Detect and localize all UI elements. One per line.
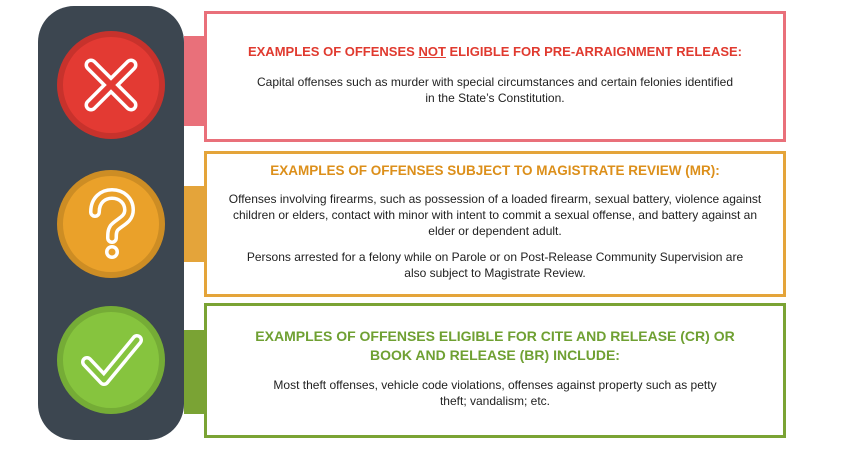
amber-lamp xyxy=(57,170,165,278)
magistrate-review-body-1: Offenses involving firearms, such as possession of a loaded firearm, sexual battery, violence against children or elders, contact with minor with intent to commit a sexual offense, and battery against an elder or dependent adult. xyxy=(228,192,762,238)
not-eligible-body: Capital offenses such as murder with special circumstances and certain felonies identified in the State’s Constitution. xyxy=(256,75,734,105)
heading-part: EXAMPLES OF OFFENSES xyxy=(247,44,419,59)
red-connector xyxy=(184,36,204,126)
check-mark-icon xyxy=(57,306,165,414)
traffic-light xyxy=(38,6,184,440)
red-lamp xyxy=(57,31,165,139)
not-eligible-heading xyxy=(207,43,783,60)
amber-connector xyxy=(184,186,204,262)
question-mark-icon xyxy=(57,170,165,278)
green-connector xyxy=(184,330,204,414)
eligible-panel xyxy=(204,303,786,438)
eligible-body: Most theft offenses, vehicle code violations, offenses against property such as petty theft; vandalism; etc. xyxy=(273,378,717,408)
not-eligible-panel xyxy=(204,11,786,142)
x-mark-icon xyxy=(57,31,165,139)
magistrate-review-body-2: Persons arrested for a felony while on Parole or on Post-Release Community Supervision are also subject to Magistrate Review. xyxy=(246,250,744,280)
green-lamp xyxy=(57,306,165,414)
magistrate-review-heading: EXAMPLES OF OFFENSES SUBJECT TO MAGISTRATE REVIEW (MR): xyxy=(270,163,720,178)
eligible-heading: EXAMPLES OF OFFENSES ELIGIBLE FOR CITE AND RELEASE (CR) OR BOOK AND RELEASE (BR) INCLUDE: xyxy=(255,328,735,363)
not-emphasis: NOT xyxy=(418,44,446,59)
heading-part: ELIGIBLE FOR PRE-ARRAIGNMENT RELEASE: xyxy=(445,44,743,59)
magistrate-review-panel xyxy=(204,151,786,297)
